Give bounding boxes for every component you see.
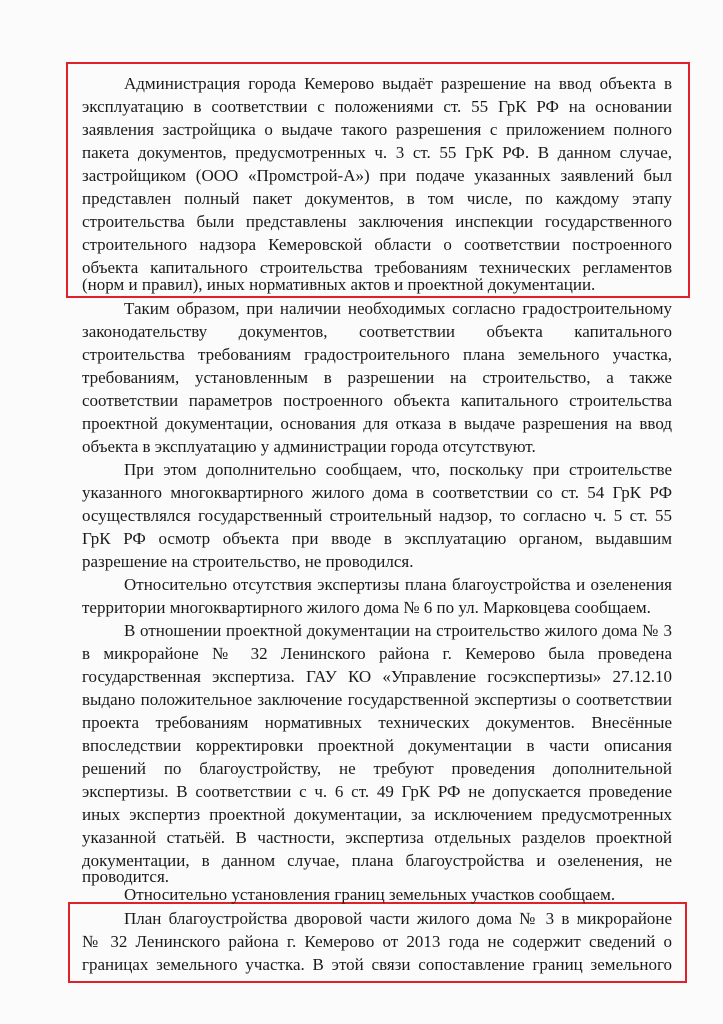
text-line: осуществлялся государственный строительный надзор, то согласно ч. 5 ст. 55 <box>82 506 672 525</box>
text-line: требованиям, установленным в разрешении на строительство, а также <box>82 368 672 387</box>
text-line: соответствии параметров построенного объекта капитального строительства <box>82 391 672 410</box>
text-line: Относительно отсутствия экспертизы плана благоустройства и озеленения <box>124 575 672 594</box>
text-line: представлен полный пакет документов, в том числе, по каждому этапу <box>82 189 672 208</box>
text-line: иных экспертиз проектной документации, за исключением предусмотренных <box>82 805 672 824</box>
text-line: проекта требованиям нормативных технических документов. Внесённые <box>82 713 672 732</box>
text-line: экспертизы. В соответствии с ч. 6 ст. 49 ГрК РФ не допускается проведение <box>82 782 672 801</box>
text-line: решений по благоустройству, не требуют проведения дополнительной <box>82 759 672 778</box>
text-line: в микрорайоне № 32 Ленинского района г. Кемерово была проведена <box>82 644 672 663</box>
text-line: государственная экспертиза. ГАУ КО «Управление госэкспертизы» 27.12.10 <box>82 667 672 686</box>
text-line: проектной документации, основания для отказа в выдаче разрешения на ввод <box>82 414 672 433</box>
text-line: законодательству документов, соответствии объекта капитального <box>82 322 672 341</box>
text-line: В отношении проектной документации на строительство жилого дома № 3 <box>124 621 672 640</box>
text-line: строительства были представлены заключения инспекции государственного <box>82 212 672 231</box>
text-line: ГрК РФ осмотр объекта при вводе в эксплуатацию органом, выдавшим <box>82 529 672 548</box>
text-line: План благоустройства дворовой части жилого дома № 3 в микрорайоне <box>124 909 672 928</box>
text-line: территории многоквартирного жилого дома № 6 по ул. Марковцева сообщаем. <box>82 598 651 617</box>
text-line: Относительно установления границ земельных участков сообщаем. <box>124 885 616 904</box>
text-line: № 32 Ленинского района г. Кемерово от 2013 года не содержит сведений о <box>82 932 672 951</box>
text-line: эксплуатацию в соответствии с положениями ст. 55 ГрК РФ на основании <box>82 97 672 116</box>
text-line: строительства требованиям градостроительного плана земельного участка, <box>82 345 672 364</box>
text-line: Таким образом, при наличии необходимых согласно градостроительному <box>124 299 672 318</box>
text-line: документации, в данном случае, плана благоустройства и озеленения, не <box>82 851 672 870</box>
text-line: заявления застройщика о выдаче такого разрешения с приложением полного <box>82 120 672 139</box>
text-line: пакета документов, предусмотренных ч. 3 ст. 55 ГрК РФ. В данном случае, <box>82 143 672 162</box>
text-line: указанного многоквартирного жилого дома в соответствии со ст. 54 ГрК РФ <box>82 483 672 502</box>
text-line: Администрация города Кемерово выдаёт разрешение на ввод объекта в <box>124 74 672 93</box>
text-line: выдано положительное заключение государственной экспертизы о соответствии <box>82 690 672 709</box>
text-line: проводится. <box>82 867 170 886</box>
text-line: При этом дополнительно сообщаем, что, поскольку при строительстве <box>124 460 672 479</box>
text-line: строительного надзора Кемеровской области о соответствии построенного <box>82 235 672 254</box>
text-line: границах земельного участка. В этой связи сопоставление границ земельного <box>82 955 672 974</box>
text-line: застройщиком (ООО «Промстрой-А») при подаче указанных заявлений был <box>82 166 672 185</box>
text-line: (норм и правил), иных нормативных актов и проектной документации. <box>82 275 596 294</box>
text-line: разрешение на строительство, не проводился. <box>82 552 414 571</box>
text-line: объекта капитального строительства требованиям технических регламентов <box>82 258 672 277</box>
text-line: указанной статьёй. В частности, экспертиза отдельных разделов проектной <box>82 828 672 847</box>
text-line: впоследствии корректировки проектной документации в части описания <box>82 736 672 755</box>
text-line: объекта в эксплуатацию у администрации города отсутствуют. <box>82 437 536 456</box>
